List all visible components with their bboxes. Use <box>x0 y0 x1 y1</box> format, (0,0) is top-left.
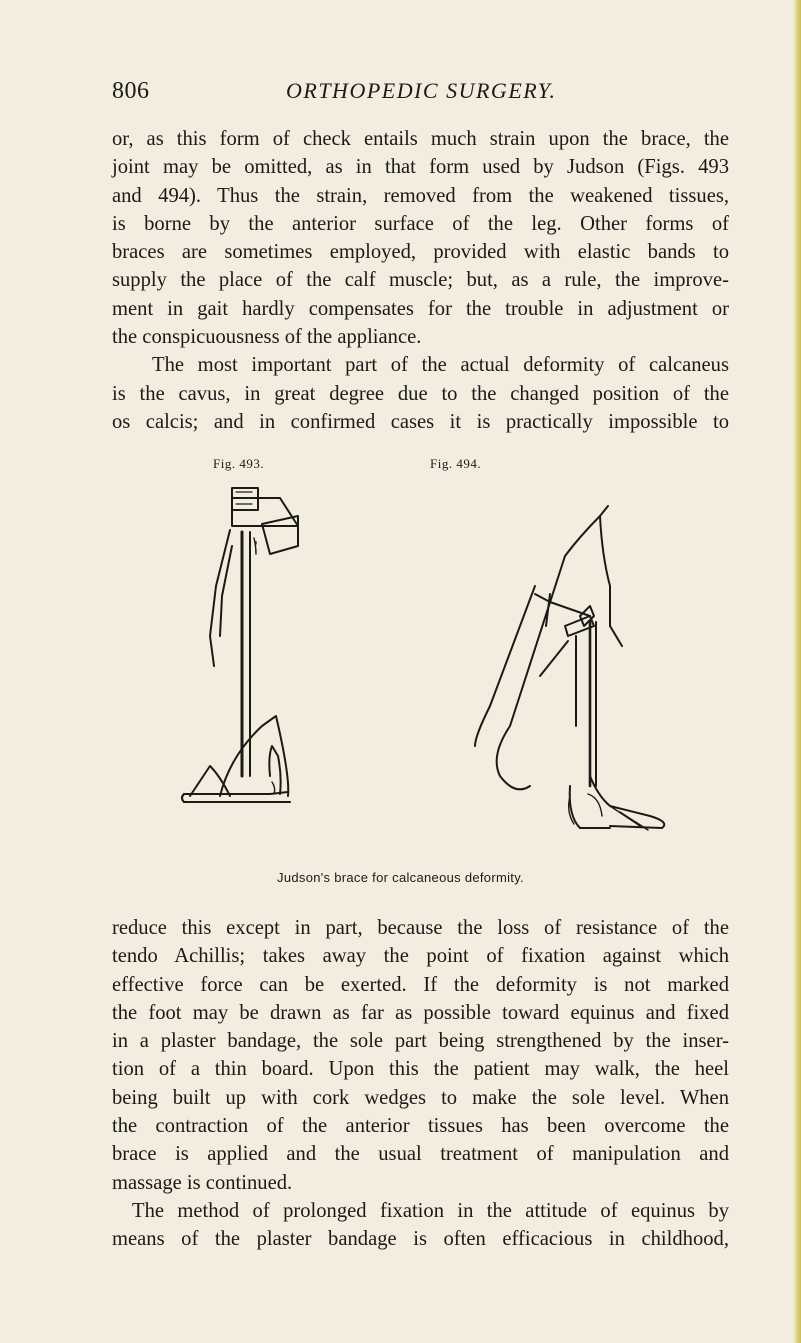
brace-illustration <box>170 476 690 868</box>
paragraph-1 <box>112 125 729 351</box>
fig-494-drawing <box>475 506 664 830</box>
text-line: the contraction of the anterior tissues has been overcome the <box>112 1115 729 1138</box>
paragraph-4 <box>112 1197 729 1254</box>
text-line: tendo Achillis; takes away the point of fixation against which <box>112 945 729 968</box>
figure-caption: Judson's brace for calcaneous deformity. <box>277 870 524 885</box>
text-line: supply the place of the calf muscle; but, as a rule, the improve- <box>112 269 729 292</box>
text-line: being built up with cork wedges to make the sole level. When <box>112 1086 729 1109</box>
text-line: ment in gait hardly compensates for the trouble in adjustment or <box>112 297 729 320</box>
page-number: 806 <box>112 78 150 104</box>
text-block-bottom <box>112 914 729 1254</box>
text-line: is borne by the anterior surface of the leg. Other forms of <box>112 212 729 235</box>
figure-label-493: Fig. 493. <box>213 456 265 471</box>
text-line: joint may be omitted, as in that form used by Judson (Figs. 493 <box>112 156 729 179</box>
text-line: os calcis; and in confirmed cases it is practically impossible to <box>112 410 729 433</box>
fig-493-drawing <box>182 488 298 802</box>
page-edge <box>793 0 801 1343</box>
running-head: ORTHOPEDIC SURGERY. <box>286 78 557 103</box>
text-line: reduce this except in part, because the loss of resistance of the <box>112 917 729 939</box>
text-line: brace is applied and the usual treatment of manipulation and <box>112 1143 729 1166</box>
paragraph-3 <box>112 914 729 1197</box>
text-line: or, as this form of check entails much strain upon the brace, the <box>112 128 729 150</box>
text-line: is the cavus, in great degree due to the changed position of the <box>112 382 729 405</box>
text-line: braces are sometimes employed, provided with elastic bands to <box>112 241 729 264</box>
text-line: The most important part of the actual deformity of calcaneus <box>152 354 729 377</box>
text-line: The method of prolonged fixation in the attitude of equinus by <box>132 1199 729 1222</box>
text-block-top <box>112 125 729 436</box>
text-line: massage is continued. <box>112 1171 293 1194</box>
text-line: means of the plaster bandage is often efficacious in childhood, <box>112 1228 729 1251</box>
figure-label-494: Fig. 494. <box>430 456 482 471</box>
text-line: the foot may be drawn as far as possible toward equinus and fixed <box>112 1001 729 1024</box>
text-line: the conspicuousness of the appliance. <box>112 326 422 349</box>
text-line: tion of a thin board. Upon this the patient may walk, the heel <box>112 1058 729 1081</box>
paragraph-2 <box>112 351 729 436</box>
text-line: effective force can be exerted. If the deformity is not marked <box>112 973 729 996</box>
text-line: and 494). Thus the strain, removed from the weakened tissues, <box>112 184 729 207</box>
page-header <box>112 78 732 108</box>
text-line: in a plaster bandage, the sole part being strengthened by the inser- <box>112 1030 729 1053</box>
